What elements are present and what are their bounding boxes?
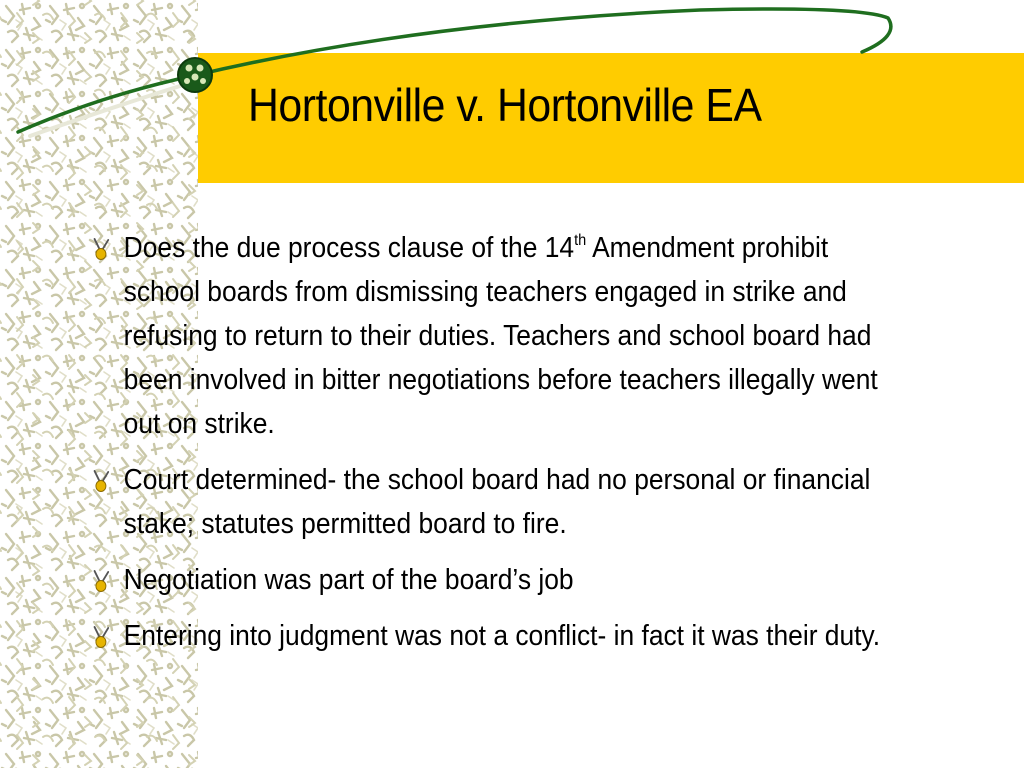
bullet-item	[90, 226, 891, 446]
bullet-item	[90, 558, 891, 602]
sprout-icon	[90, 624, 112, 650]
sprout-icon	[90, 568, 112, 594]
bullet-text: Negotiation was part of the board’s job	[123, 564, 574, 596]
bullet-item	[90, 458, 891, 546]
bullet-text: Entering into judgment was not a conflict- in fact it was their duty.	[123, 620, 881, 652]
globe-icon	[178, 58, 212, 92]
slide-title: Hortonville v. Hortonville EA	[248, 79, 762, 131]
bullet-item	[90, 614, 891, 658]
sprout-icon	[90, 468, 112, 494]
bullet-text: Court determined- the school board had no personal or financial stake; statutes permitted board to fire.	[123, 464, 871, 540]
bullet-text-continued: Amendment prohibit school boards from dismissing teachers engaged in strike and refusing to return to their duties. Teachers and school board had been involved in bitter negotiations before teachers illegally went out on strike.	[123, 232, 878, 440]
bullet-text: Does the due process clause of the 14	[123, 232, 575, 264]
bullet-superscript: th	[574, 232, 587, 249]
bullet-list	[90, 226, 970, 670]
sprout-icon	[90, 236, 112, 262]
